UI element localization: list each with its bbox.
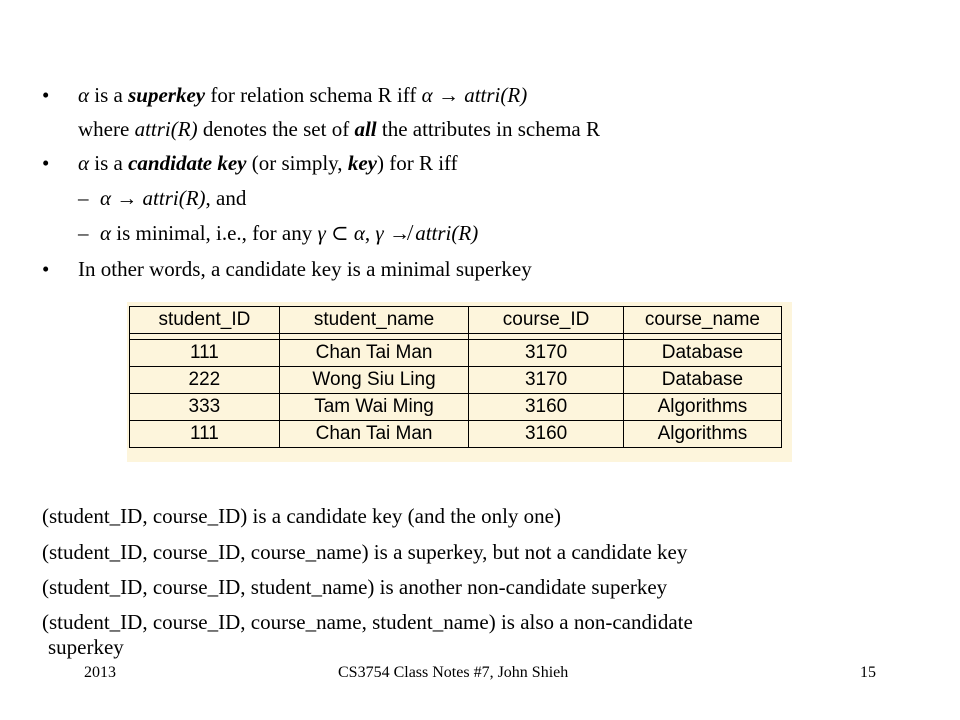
condition-determines-all: α → attri(R), and (100, 186, 247, 210)
superkey-definition-continued: where attri(R) denotes the set of all the attributes in schema R (78, 117, 600, 141)
condition-minimal: α is minimal, i.e., for any γ ⊂ α, γ ↛ attri(R) (100, 221, 479, 245)
candidate-key-definition: α is a candidate key (or simply, key) for R iff (78, 151, 458, 175)
table-row (130, 340, 782, 367)
cell: Chan Tai Man (279, 421, 469, 448)
statement-superkey-all: (student_ID, course_ID, course_name, student_name) is also a non-candidate (42, 610, 693, 634)
cell: Algorithms (623, 421, 781, 448)
cell: 3160 (469, 421, 624, 448)
sub-bullet-dash: – (78, 221, 89, 245)
relation-table-container (127, 302, 792, 462)
statement-candidate-key: (student_ID, course_ID) is a candidate key (and the only one) (42, 504, 561, 528)
statement-superkey-all-continued: superkey (48, 635, 124, 659)
table-header-row (130, 307, 782, 334)
cell: 333 (130, 394, 280, 421)
cell: 111 (130, 340, 280, 367)
footer-page-number: 15 (860, 664, 876, 681)
relation-table (129, 306, 782, 448)
footer-year: 2013 (84, 664, 116, 681)
cell: 3170 (469, 340, 624, 367)
cell: 222 (130, 367, 280, 394)
table-row (130, 367, 782, 394)
bullet-dot: • (42, 151, 50, 175)
cell: 3160 (469, 394, 624, 421)
bullet-dot: • (42, 257, 50, 281)
header-course-name: course_name (623, 307, 781, 334)
cell: Database (623, 340, 781, 367)
table-row (130, 394, 782, 421)
footer-title: CS3754 Class Notes #7, John Shieh (338, 664, 569, 681)
bullet-dot: • (42, 83, 50, 107)
header-student-id: student_ID (130, 307, 280, 334)
cell: Tam Wai Ming (279, 394, 469, 421)
superkey-definition: α is a superkey for relation schema R iff α → attri(R) (78, 83, 528, 107)
cell: 111 (130, 421, 280, 448)
cell: Wong Siu Ling (279, 367, 469, 394)
table-row (130, 421, 782, 448)
header-course-id: course_ID (469, 307, 624, 334)
cell: Chan Tai Man (279, 340, 469, 367)
sub-bullet-dash: – (78, 186, 89, 210)
cell: Algorithms (623, 394, 781, 421)
statement-superkey-student: (student_ID, course_ID, student_name) is another non-candidate superkey (42, 575, 668, 599)
cell: 3170 (469, 367, 624, 394)
cell: Database (623, 367, 781, 394)
in-other-words: In other words, a candidate key is a minimal superkey (78, 257, 532, 281)
statement-superkey-name: (student_ID, course_ID, course_name) is a superkey, but not a candidate key (42, 540, 688, 564)
header-student-name: student_name (279, 307, 469, 334)
